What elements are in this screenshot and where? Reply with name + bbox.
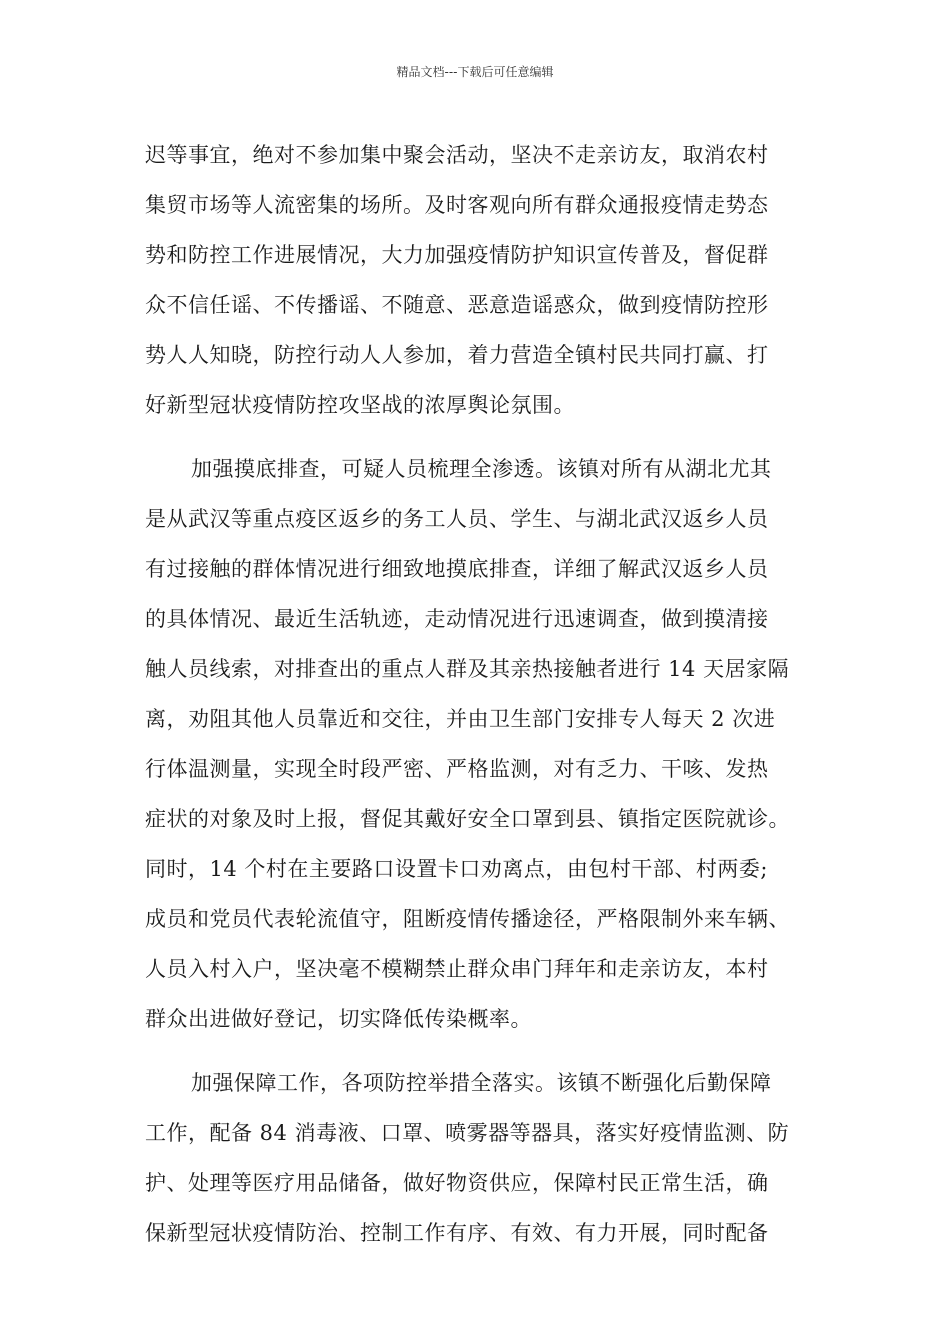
text-line: 迟等事宜，绝对不参加集中聚会活动，坚决不走亲访友，取消农村: [145, 143, 769, 167]
text-line: 保新型冠状疫情防治、控制工作有序、有效、有力开展，同时配备: [145, 1221, 769, 1245]
text-line: 离，劝阻其他人员靠近和交往，并由卫生部门安排专人每天 2 次进: [145, 707, 776, 731]
text-line: 好新型冠状疫情防控攻坚战的浓厚舆论氛围。: [145, 393, 575, 417]
text-line: 护、处理等医疗用品储备，做好物资供应，保障村民正常生活，确: [145, 1171, 769, 1195]
paragraph-1: [145, 130, 810, 430]
text-line: 群众出进做好登记，切实降低传染概率。: [145, 1007, 532, 1031]
text-line: 势和防控工作进展情况，大力加强疫情防护知识宣传普及，督促群: [145, 243, 769, 267]
text-line: 加强摸底排查，可疑人员梳理全渗透。该镇对所有从湖北尤其: [191, 457, 772, 481]
text-line: 人员入村入户，坚决毫不模糊禁止群众串门拜年和走亲访友，本村: [145, 957, 769, 981]
page-header: 精品文档---下载后可任意编辑: [396, 65, 554, 79]
text-line: 众不信任谣、不传播谣、不随意、恶意造谣惑众，做到疫情防控形: [145, 293, 769, 317]
text-line: 有过接触的群体情况进行细致地摸底排查，详细了解武汉返乡人员: [145, 557, 769, 581]
text-line: 集贸市场等人流密集的场所。及时客观向所有群众通报疫情走势态: [145, 193, 769, 217]
text-line: 同时，14 个村在主要路口设置卡口劝离点，由包村干部、村两委;: [145, 857, 768, 881]
text-line: 势人人知晓，防控行动人人参加，着力营造全镇村民共同打赢、打: [145, 343, 769, 367]
document-body: [145, 130, 810, 1258]
text-line: 的具体情况、最近生活轨迹，走动情况进行迅速调查，做到摸清接: [145, 607, 769, 631]
paragraph-3: [145, 1058, 810, 1258]
text-line: 触人员线索，对排查出的重点人群及其亲热接触者进行 14 天居家隔: [145, 657, 790, 681]
text-line: 症状的对象及时上报，督促其戴好安全口罩到县、镇指定医院就诊。: [145, 807, 790, 831]
text-line: 工作，配备 84 消毒液、口罩、喷雾器等器具，落实好疫情监测、防: [145, 1121, 790, 1145]
text-line: 加强保障工作，各项防控举措全落实。该镇不断强化后勤保障: [191, 1071, 772, 1095]
text-line: 成员和党员代表轮流值守，阻断疫情传播途径，严格限制外来车辆、: [145, 907, 790, 931]
text-line: 行体温测量，实现全时段严密、严格监测，对有乏力、干咳、发热: [145, 757, 769, 781]
text-line: 是从武汉等重点疫区返乡的务工人员、学生、与湖北武汉返乡人员: [145, 507, 769, 531]
paragraph-2: [145, 444, 810, 1044]
